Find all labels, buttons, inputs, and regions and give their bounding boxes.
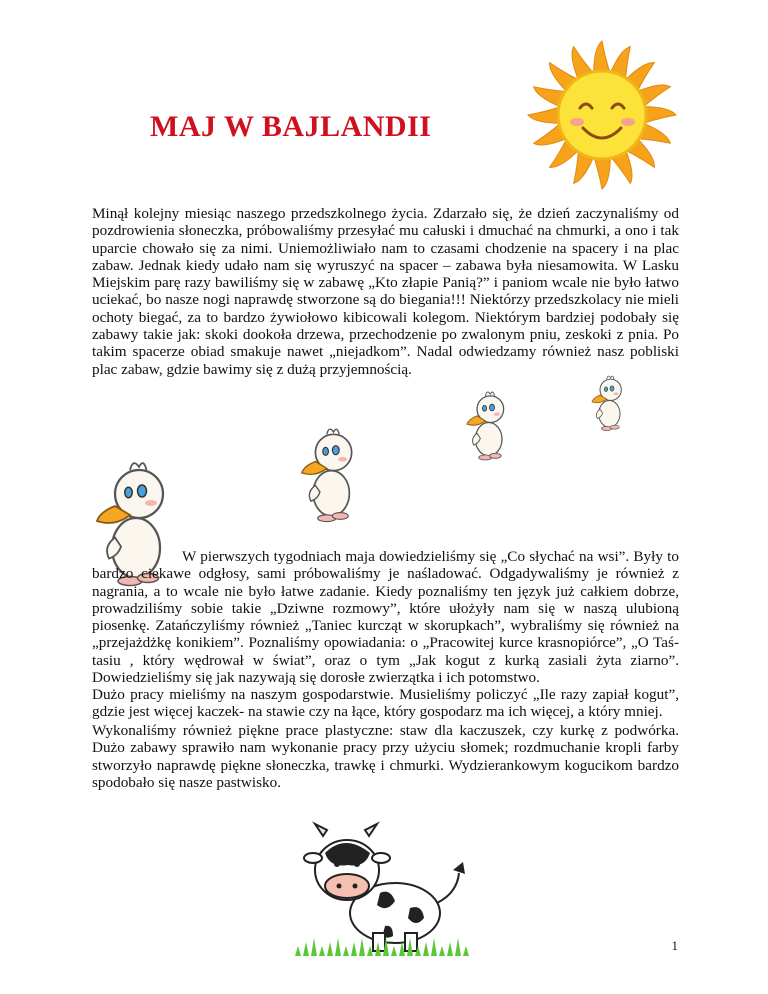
art-paragraph: Wykonaliśmy również piękne prace plastyczne: staw dla kaczuszek, czy kurkę z podwórka. Dużo zabawy sprawiło nam wykonanie pracy przy użyciu słomek; rozdmuchanie kropli farby stworzyło naprawdę piękne słoneczka, trawkę i chmurki. Wydzierankowym kogucikom bardzo spodobało się nasze pastwisko. <box>92 722 679 791</box>
sun-ray <box>594 41 611 74</box>
grass-blade <box>439 946 445 956</box>
sun-ray <box>528 107 561 124</box>
grass-blade <box>311 938 317 956</box>
intro-paragraph: Minął kolejny miesiąc naszego przedszkolnego życia. Zdarzało się, że dzień zaczynaliśmy od pozdrowienia słoneczka, próbowaliśmy przesyłać mu całuski i dmuchać na chmurki, a ono i tak uparcie chowało się za nimi. Uniemożliwiało nam to czasami chodzenie na spacery i na plac zabaw. Jednak kiedy udało nam się wyruszyć na spacer – zabawa była niesamowita. W Lasku Miejskim parę razy bawiliśmy się w zabawę „Kto złapie Panią?” i paniom wcale nie było łatwo uciekać, bo nasze nogi naprawdę stworzone są do biegania!!! Niektórzy przedszkolacy nie mieli ochoty biegać, za to bardzo żywiołowo kibicowali kolegom. Niektórym bardziej podobały się zabawy takie jak: skoki dookoła drzewa, przechodzenie po zwalonym pniu, zeskoki z pnia. Po takim spacerze obiad smakuje nawet „niejadkom”. Nadal odwiedzamy również nasz pobliski plac zabaw, gdzie bawimy się z dużą przyjemnością. <box>92 205 679 378</box>
cow-icon <box>285 818 475 958</box>
sun-ray <box>643 107 676 124</box>
grass-blade <box>455 938 461 956</box>
grass-blade <box>327 942 333 956</box>
grass-blade <box>335 938 341 956</box>
grass-blade <box>319 946 325 956</box>
duckling-icon <box>462 385 512 465</box>
grass-blade <box>303 942 309 956</box>
page-title: MAJ W BAJLANDII <box>150 110 432 143</box>
farm-paragraph: W pierwszych tygodniach maja dowiedzieliśmy się „Co słychać na wsi”. Były to bardzo ciekawe odgłosy, sami próbowaliśmy je naśladować. Odgadywaliśmy je również z nagrania, a to wcale nie było łatwe zadanie. Kiedy poznaliśmy ten język już całkiem dobrze, prowadziliśmy sobie takie „Dziwne rozmowy”, które ułożyły nam się w naszą ulubioną piosenkę. Zatańczyliśmy również „Taniec kurcząt w skorupkach”, wybraliśmy się również na „przejażdżkę konikiem”. Poznaliśmy opowiadania: o „Pracowitej kurce krasnopiórce”, „O Taś-tasiu , który wędrował w świat”, oraz o tym „Jak kogut z kurką zasiali żyta ziarno”. Dowiedzieliśmy się jak nazywają się dorosłe zwierzątka i ich potomstwo. <box>92 548 679 687</box>
sun-ray <box>594 156 611 189</box>
grass-blade <box>423 942 429 956</box>
grass-blade <box>431 938 437 956</box>
counting-paragraph: Dużo pracy mieliśmy na naszym gospodarstwie. Musieliśmy policzyć „Ile razy zapiał kogut”, gdzie jest więcej kaczek- na stawie czy na łące, który gospodarz ma ich więcej, a który mniej. <box>92 686 679 721</box>
smiling-sun-icon <box>525 38 680 193</box>
grass-blade <box>343 946 349 956</box>
grass-blade <box>359 938 365 956</box>
grass-blade <box>447 942 453 956</box>
page-number: 1 <box>671 938 678 953</box>
grass-blade <box>295 946 301 956</box>
grass-blade <box>463 946 469 956</box>
duckling-icon <box>295 418 363 530</box>
duckling-icon <box>588 370 628 435</box>
grass-blade <box>391 946 397 956</box>
grass-blade <box>351 942 357 956</box>
